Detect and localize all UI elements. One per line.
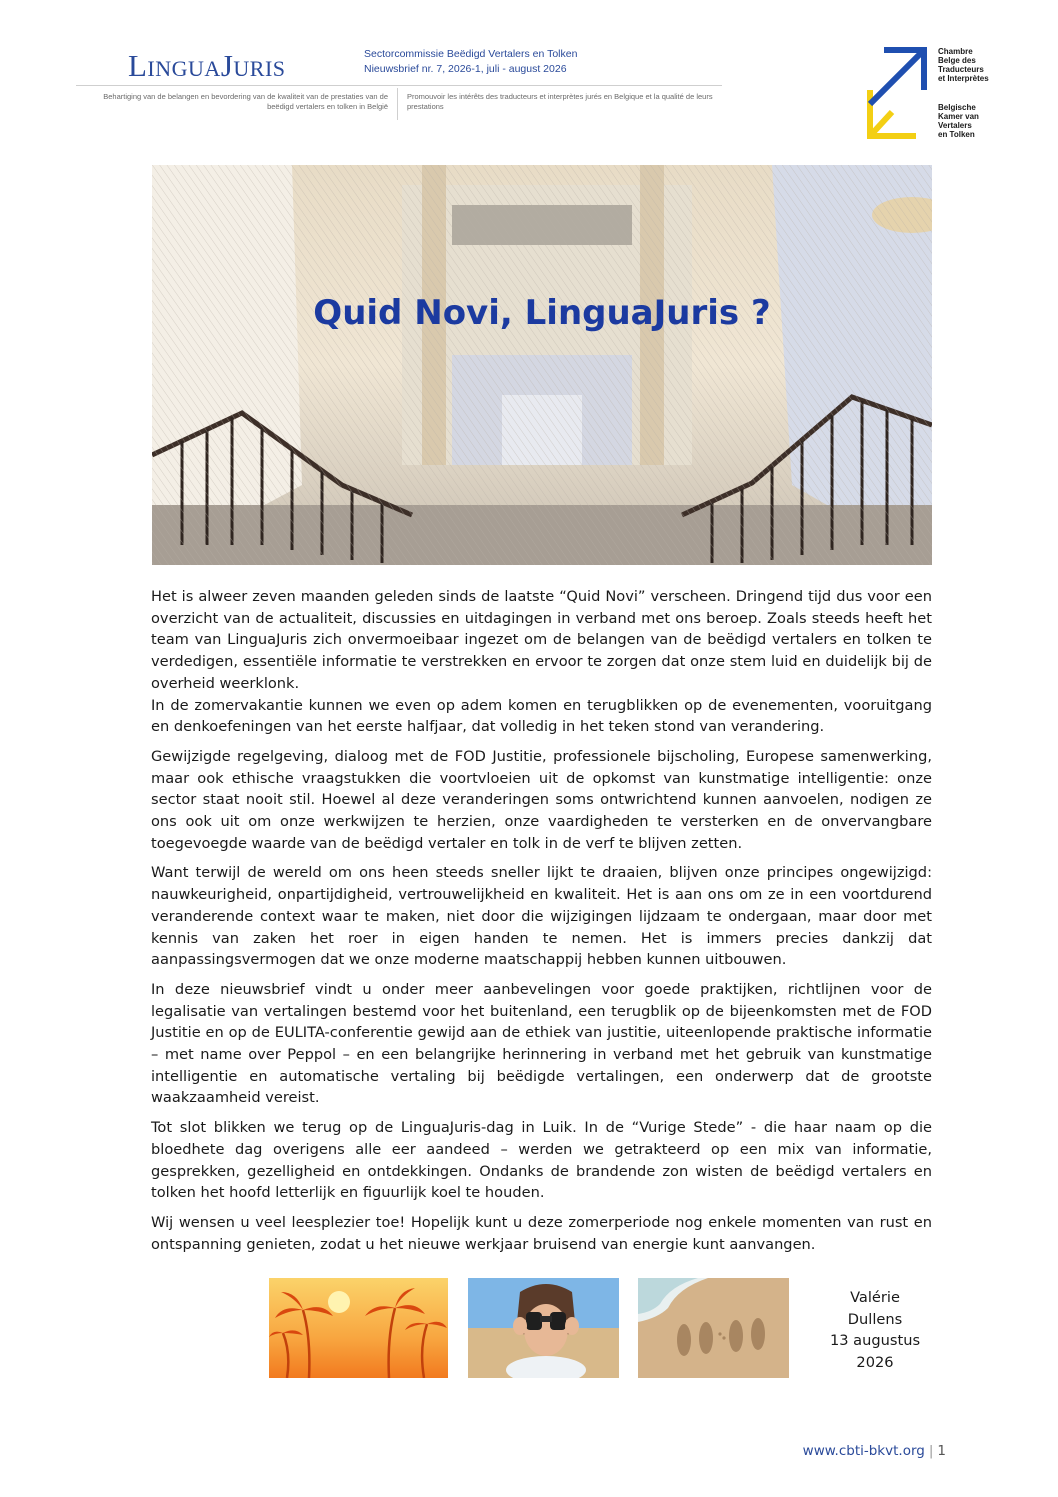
commission-name: Sectorcommissie Beëdigd Vertalers en Tolken: [364, 48, 578, 60]
sunset-palms-image: [269, 1278, 448, 1378]
linguajuris-logo: LinguaJuris: [128, 48, 286, 83]
paragraph: Tot slot blikken we terug op de LinguaJuris-dag in Luik. In de “Vurige Stede” - die haar naam op die bloedhete dag overigens alle eer aandeed – werden we getrakteerd op een mix van informatie, gesprekken, gezelligheid en ontdekkingen. Ondanks de brandende zon wisten de beëdigd vertalers en tolken het hoofd letterlijk en figuurlijk koel te houden.: [151, 1119, 932, 1202]
signature-year: 2026: [856, 1354, 894, 1372]
article-body: [151, 586, 932, 1263]
org-name-nl: Belgische Kamer van Vertalers en Tolken: [938, 103, 979, 139]
paragraph: In de zomervakantie kunnen we even op adem komen en terugblikken op de evenementen, vooruitgang en denkoefeningen van het eerste halfjaar, dat volledig in het teken stond van verandering.: [151, 696, 932, 736]
newsletter-title: Quid Novi, LinguaJuris ?: [313, 293, 771, 333]
paragraph: Want terwijl de wereld om ons heen steeds sneller lijkt te draaien, blijven onze principes ongewijzigd: nauwkeurigheid, onpartijdigheid, vertrouwelijkheid en kwaliteit. Het is aan ons om ze in een voortdurend veranderende context waar te maken, niet door die wijzigingen lijdzaam te ondergaan, maar door met kennis van zaken het roer in eigen handen te nemen. Het is immers precies dankzij dat aanpassingsvermogen dat we onze moderne maatschappij hebben kunnen uitbouwen.: [151, 864, 932, 969]
signature-date: 13 augustus: [829, 1332, 921, 1350]
hero-image: [152, 165, 932, 565]
paragraph: Het is alweer zeven maanden geleden sinds de laatste “Quid Novi” verscheen. Dringend tijd dus voor een overzicht van de actualiteit, discussies en uitdagingen in verband met ons beroep. Zoals steeds heeft het team van LinguaJuris zich onvermoeibaar ingezet om de belangen van de beëdigd vertalers en tolken te verdedigen, essentiële informatie te verstrekken en ervoor te zorgen dat onze stem luid en duidelijk bij de overheid weerklonk.: [151, 588, 932, 692]
mission-statement-nl: Behartiging van de belangen en bevordering van de kwaliteit van de prestaties van de beëdigd vertalers en tolken in België: [103, 92, 388, 111]
paragraph: In deze nieuwsbrief vindt u onder meer aanbevelingen voor goede praktijken, richtlijnen voor de legalisatie van vertalingen bestemd voor het buitenland, een terugblik op de bijeenkomsten met de FOD Justitie en op de EULITA-conferentie gewijd aan de ethiek van justitie, uiteenlopende praktische informatie – met name over Peppol – en een belangrijke herinnering in verband met het gebruik van kunstmatige intelligentie en automatische vertaling bij beëdigde vertalingen, een onderwerp dat de grootste waakzaamheid vereist.: [151, 980, 932, 1107]
cbti-bkvt-logo-icon: [864, 44, 932, 140]
page-footer: [803, 1443, 946, 1459]
signature-block: [820, 1287, 930, 1374]
mission-divider: [397, 88, 398, 120]
footer-separator: |: [928, 1443, 934, 1459]
mission-statement-fr: Promouvoir les intérêts des traducteurs et interprètes jurés en Belgique et la qualité de leurs prestations: [407, 92, 713, 111]
author-last-name: Dullens: [847, 1310, 903, 1328]
newsletter-issue: Nieuwsbrief nr. 7, 2026-1, juli - august 2026: [364, 63, 567, 75]
staircase-sketch: [152, 165, 932, 565]
header-divider: [76, 85, 722, 86]
org-name-fr: Chambre Belge des Traducteurs et Interprètes: [938, 47, 989, 83]
paragraph: Gewijzigde regelgeving, dialoog met de FOD Justitie, professionele bijscholing, Europese samenwerking, maar ook ethische vraagstukken die voortvloeien uit de opkomst van kunstmatige intelligentie: onze sector staat nooit stil. Hoewel al deze veranderingen soms ontwrichtend kunnen aanvoelen, nodigen ze ons ook uit om onze werkwijzen te herzien, onze vaardigheden te versterken en de onvervangbare toegevoegde waarde van de beëdigd vertaler en tolk in de verf te blijven zetten.: [151, 747, 932, 852]
footprints-sand-image: [638, 1278, 789, 1378]
website-link[interactable]: www.cbti-bkvt.org: [802, 1443, 925, 1459]
newsletter-info: [364, 47, 577, 77]
author-first-name: Valérie: [850, 1289, 900, 1306]
paragraph: Wij wensen u veel leesplezier toe! Hopelijk kunt u deze zomerperiode nog enkele momenten van rust en ontspanning genieten, zodat u het nieuwe werkjaar bruisend van energie kunt aanvangen.: [151, 1213, 932, 1253]
page-number: 1: [937, 1443, 946, 1459]
binoculars-image: [468, 1278, 619, 1378]
